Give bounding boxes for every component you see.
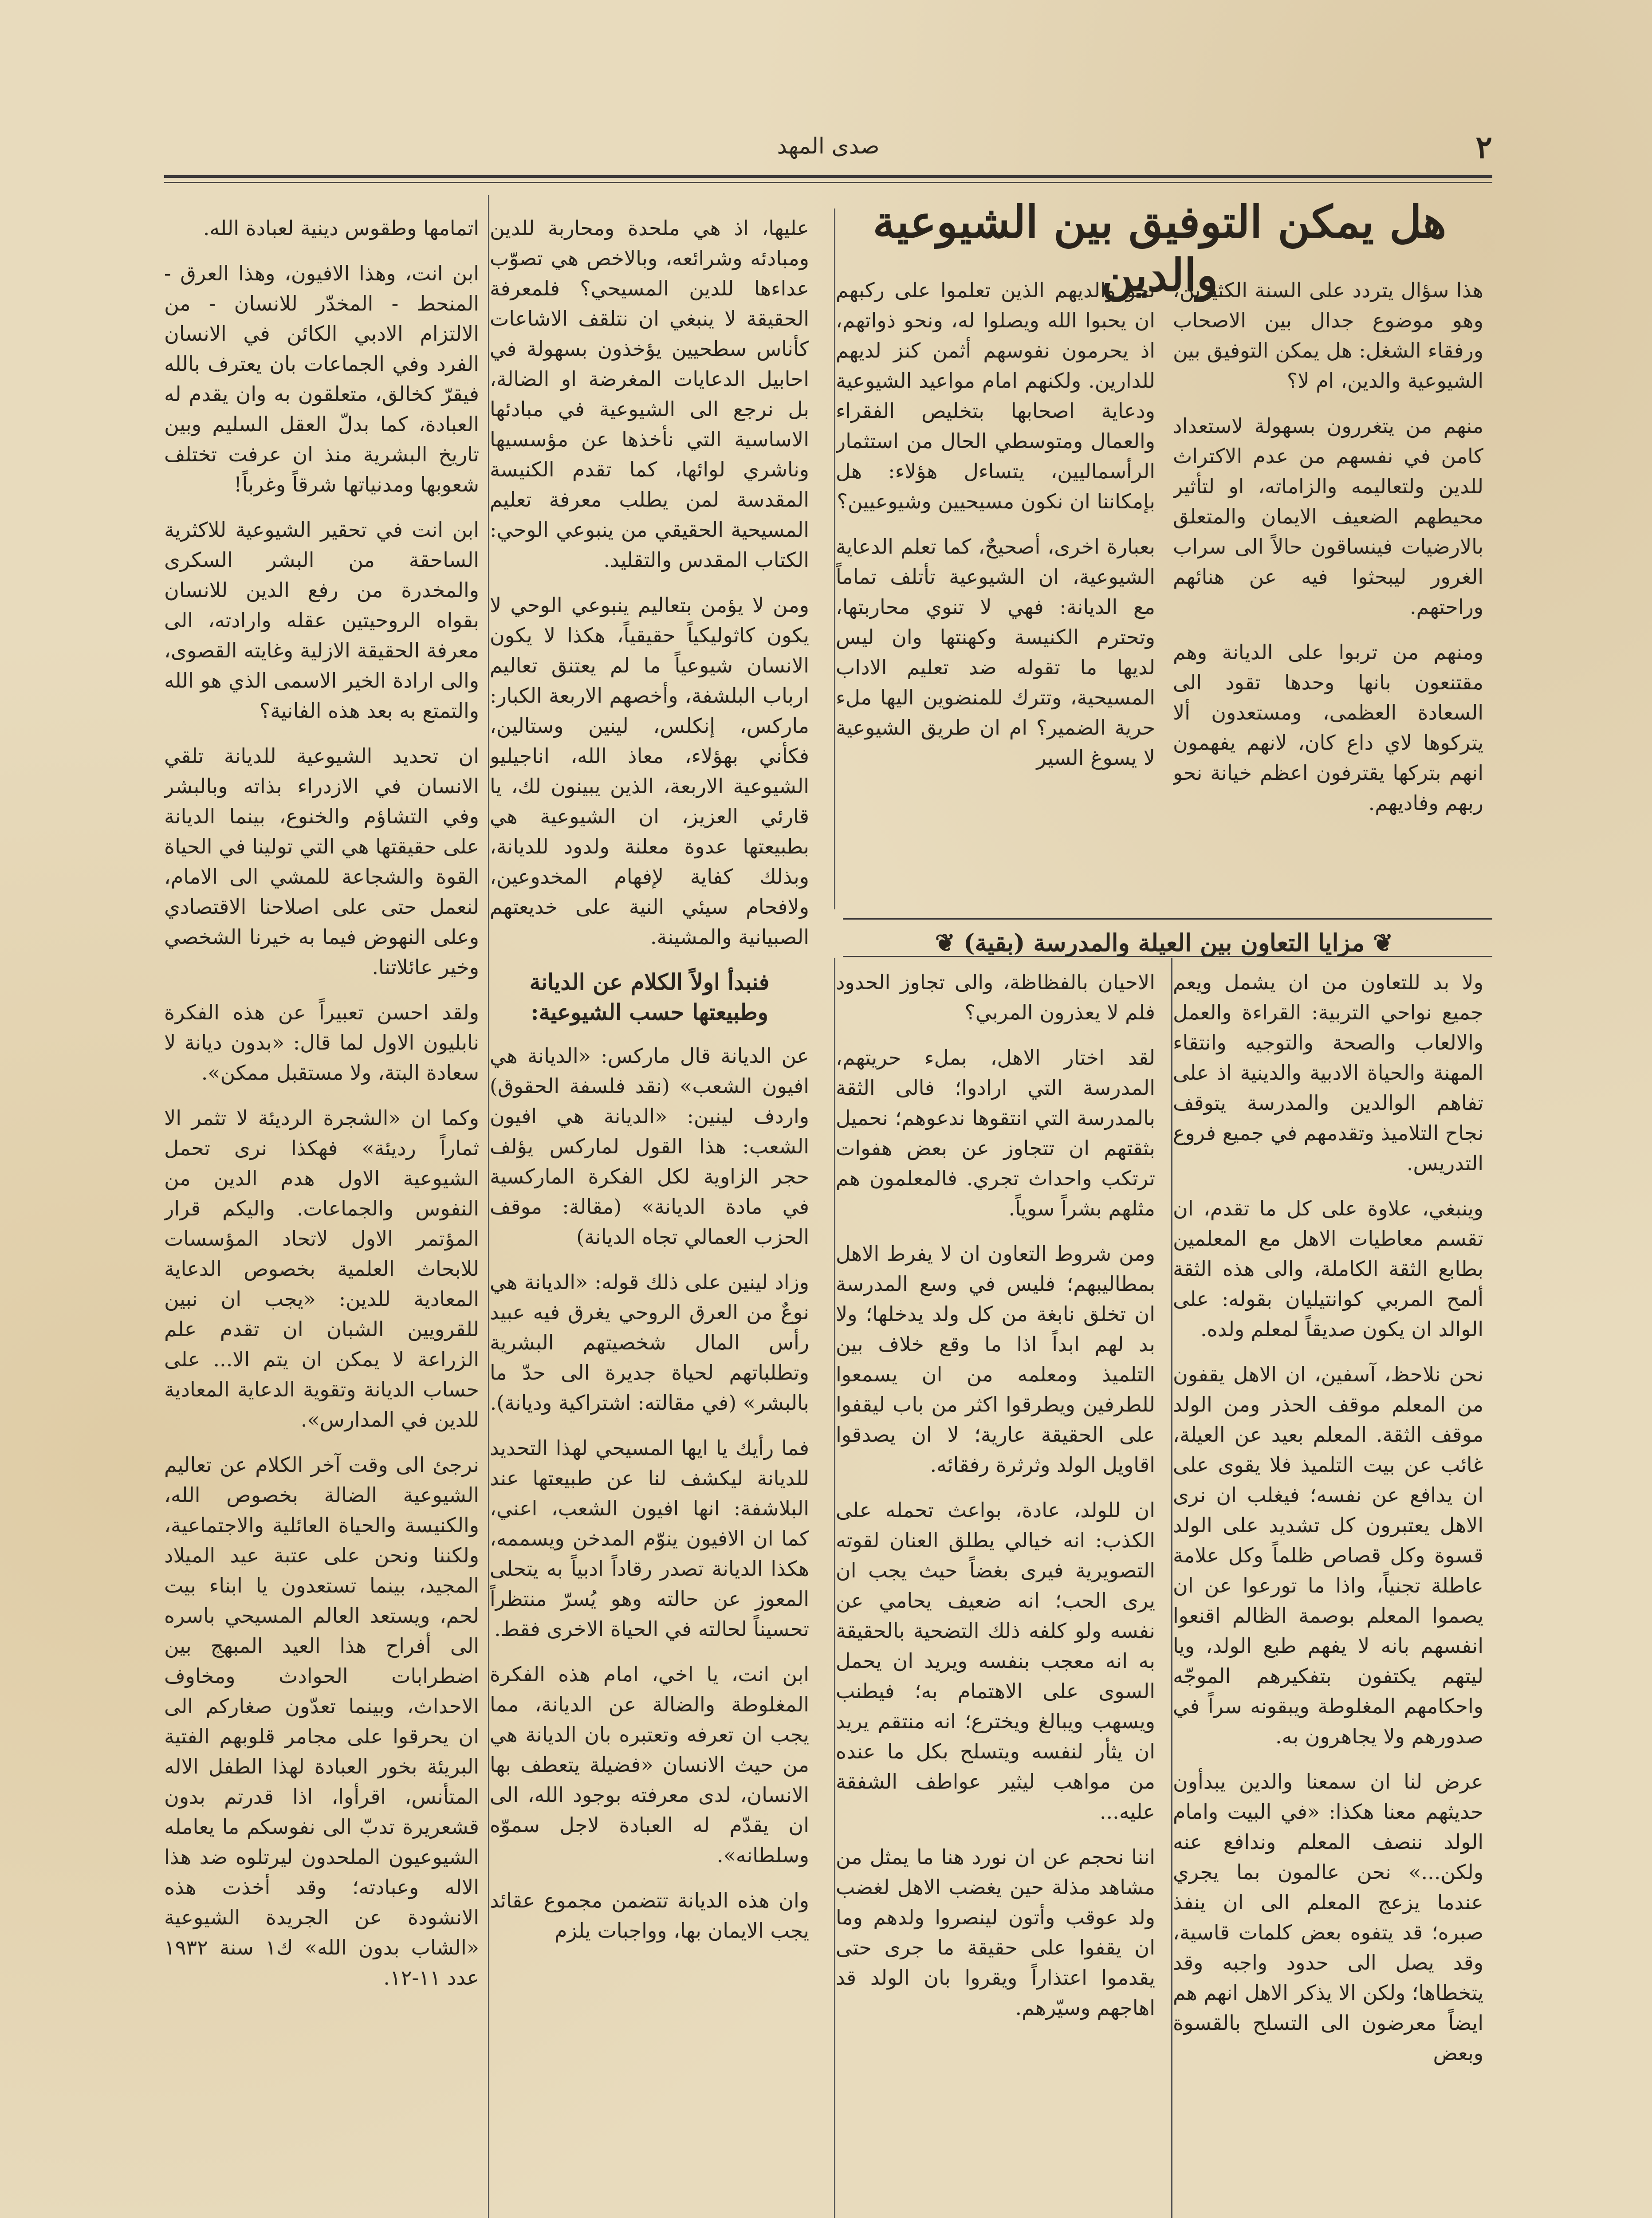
paragraph: منهم من يتغررون بسهولة لاستعداد كامن في نفسهم من عدم الاكتراث للدين ولتعاليمه والزاماته، او لتأثير محيطهم الضعيف الايمان والمتعلق بالارضيات فينساقون حالاً الى سراب الغرور ليبحثوا فيه عن هنائهم وراحتهم.	[1173, 414, 1483, 619]
paragraph: ابن انت، وهذا الافيون، وهذا العرق - المنحط - المخدّر للانسان - من الالتزام الادبي الكائن في الانسان الفرد وفي الجماعات بان يعترف بالله فيقرّ كخالق، متعلقون به وان يقدم له العبادة، كما بدلّ العقل السليم وبين تاريخ البشرية منذ ان عرفت تختلف شعوبها ومدنياتها شرقاً وغرباً!	[164, 261, 479, 496]
paragraph: ان تحديد الشيوعية للديانة تلقي الانسان في الازدراء بذاته وبالبشر وفي التشاؤم والخنوع، بينما الديانة على حقيقتها هي التي تولينا في الحياة القوة والشجاعة للمشي الى الامام، لنعمل حتى على اصلاحنا الاقتصادي وعلى النهوض فيما به خيرنا الشخصي وخير عائلاتنا.	[164, 744, 479, 979]
page-number: ٢	[1475, 129, 1492, 165]
article2-title-row	[845, 927, 1483, 957]
article1-column-middle	[836, 275, 1155, 923]
article2-title-suffix: (بقية)	[963, 928, 1025, 957]
paragraph: وان هذه الديانة تتضمن مجموع عقائد يجب الايمان بها، وواجبات يلزم	[490, 1888, 809, 1943]
page-header	[164, 120, 1492, 173]
paragraph: لقد اختار الاهل، بملء حريتهم، المدرسة التي ارادوا؛ فالى الثقة بالمدرسة التي انتقوها ندعوهم؛ نحميل بثقتهم ان تتجاوز عن بعض هفوات ترتكب واحداث تجري. فالمعلمون هم مثلهم بشراً سوياً.	[836, 1046, 1155, 1220]
paragraph: ولقد احسن تعبيراً عن هذه الفكرة نابليون الاول لما قال: «بدون ديانة لا سعادة البتة، ولا مستقبل ممكن».	[164, 1000, 479, 1085]
paragraph: نحو والديهم الذين تعلموا على ركبهم ان يحبوا الله ويصلوا له، ونحو ذواتهم، اذ يحرمون نفوسهم أثمن كنز لديهم للدارين. ولكنهم امام مواعيد الشيوعية ودعاية اصحابها بتخليص الفقراء والعمال ومتوسطي الحال من استثمار الرأسماليين، يتساءل هؤلاء: هل بإمكاننا ان نكون مسيحيين وشيوعيين؟	[836, 278, 1155, 513]
column-divider	[834, 958, 835, 2218]
header-rule	[164, 175, 1492, 178]
paragraph: وزاد لينين على ذلك قوله: «الديانة هي نوعٌ من العرق الروحي يغرق فيه عبيد رأس المال شخصيتهم البشرية وتطلباتهم لحياة جديرة الى حدّ ما بالبشر» (في مقالته: اشتراكية وديانة).	[490, 1270, 809, 1415]
paragraph: عن الديانة قال ماركس: «الديانة هي افيون الشعب» (نقد فلسفة الحقوق) واردف لينين: «الديانة هي افيون الشعب: هذا القول لماركس يؤلف حجر الزاوية لكل الفكرة الماركسية في مادة الديانة» (مقالة: موقف الحزب العمالي تجاه الديانة)	[490, 1044, 809, 1249]
article2-column-middle	[836, 967, 1155, 2218]
paragraph: اتمامها وطقوس دينية لعبادة الله.	[203, 216, 479, 240]
section-title: فنبدأ اولاً الكلام عن الديانة وطبيعتها حسب الشيوعية:	[529, 969, 770, 1025]
article1-column-far-left	[164, 213, 479, 2218]
paragraph: نرجئ الى وقت آخر الكلام عن تعاليم الشيوعية الضالة بخصوص الله، والكنيسة والحياة العائلية والاجتماعية، ولكننا ونحن على عتبة عيد الميلاد المجيد، بينما تستعدون يا ابناء بيت لحم، ويستعد العالم المسيحي باسره الى أفراح هذا العيد المبهج بين اضطرابات الحوادث ومخاوف الاحداث، وبينما تعدّون صغاركم الى ان يحرقوا على مجامر قلوبهم الفتية البريئة بخور العبادة لهذا الطفل الاله المتأنس، اقرأوا، اذا قدرتم بدون قشعريرة تدبّ الى نفوسكم ما يعامله الشيوعيون الملحدون ليرتلوه ضد هذا الاله وعبادته؛ وقد أخذت هذه الانشودة عن الجريدة الشيوعية «الشاب بدون الله» ك١ سنة ١٩٣٢ عدد ١١-١٢.	[164, 1453, 479, 1990]
paragraph: بعبارة اخرى، أصحيحٌ، كما تعلم الدعاية الشيوعية، ان الشيوعية تأتلف تماماً مع الديانة: فهي لا تنوي محاربتها، وتحترم الكنيسة وكهنتها وان ليس لديها ما تقوله ضد تعليم الاداب المسيحية، وتترك للمنضوين اليها ملء حرية الضمير؟ ام ان طريق الشيوعية لا يسوغ السير	[836, 535, 1155, 770]
newspaper-name: صدى المهد	[777, 133, 880, 159]
paragraph: ابن انت، يا اخي، امام هذه الفكرة المغلوطة والضالة عن الديانة، مما يجب ان تعرفه وتعتبره بان الديانة هي من حيث الانسان «فضيلة يتعطف بها الانسان، لدى معرفته بوجود الله، الى ان يقدّم له العبادة لاجل سموّه وسلطانه».	[490, 1662, 809, 1867]
article1-column-continuation	[490, 213, 809, 2218]
article-divider	[843, 956, 1492, 957]
paragraph: هذا سؤال يتردد على السنة الكثيرين، وهو موضوع جدال بين الاصحاب ورفقاء الشغل: هل يمكن التوفيق بين الشيوعية والدين، ام لا؟	[1173, 278, 1483, 393]
article1-column-right	[1173, 275, 1483, 923]
paragraph: فما رأيك يا ايها المسيحي لهذا التحديد للديانة ليكشف لنا عن طبيعتها عند البلاشفة: انها افيون الشعب، اعني، كما ان الافيون ينوّم المدخن ويسممه، هكذا الديانة تصدر رقاداً ادبياً به يتحلى المعوز عن حالته وهو يُسرّ منتظراً تحسيناً لحالته في الحياة الاخرى فقط.	[490, 1436, 809, 1641]
paragraph: ابن انت في تحقير الشيوعية للاكثرية الساحقة من البشر السكرى والمخدرة من رفع الدين للانسان بقواه الروحيتين عقله وارادته، الى معرفة الحقيقة الازلية وغايته القصوى، والى ارادة الخير الاسمى الذي هو الله والتمتع به بعد هذه الفانية؟	[164, 518, 479, 723]
article-title: هل يمكن التوفيق بين الشيوعية والدين	[873, 196, 1447, 301]
article-divider	[843, 918, 1492, 920]
paragraph: الاحيان بالفظاظة، والى تجاوز الحدود فلم لا يعذرون المربي؟	[836, 970, 1155, 1024]
column-divider	[1171, 958, 1172, 2218]
column-divider	[488, 195, 489, 2218]
paragraph: ومنهم من تربوا على الديانة وهم مقتنعون بانها وحدها تقود الى السعادة العظمى، ومستعدون ألا يتركوها لاي داع كان، لانهم يفهمون انهم بتركها يقترفون اعظم خيانة نحو ربهم وفاديهم.	[1173, 640, 1483, 815]
paragraph: وكما ان «الشجرة الرديئة لا تثمر الا ثماراً رديئة» فهكذا نرى تحمل الشيوعية الاول هدم الدين من النفوس والجماعات. واليكم قرار المؤتمر الاول لاتحاد المؤسسات للابحاث العلمية بخصوص الدعاية المعادية للدين: «يجب ان نبين للقرويين الشبان ان تقدم علم الزراعة لا يمكن ان يتم الا... على حساب الديانة وتقوية الدعاية المعادية للدين في المدارس».	[164, 1106, 479, 1431]
ornament-icon: ❦	[1373, 928, 1393, 957]
column-divider	[834, 208, 835, 909]
paragraph: عرض لنا ان سمعنا والدين يبدأون حديثهم معنا هكذا: «في البيت وامام الولد ننصف المعلم وندافع عنه ولكن...» نحن عالمون بما يجري عندما يزعج المعلم الى ان ينفذ صبره؛ قد يتفوه بعض كلمات قاسية، وقد يصل الى حدود واجبه وقد يتخطاها؛ ولكن الا يذكر الاهل انهم هم ايضاً معرضون الى التسلح بالقسوة وبعض	[1173, 1770, 1483, 2065]
paragraph: ومن لا يؤمن بتعاليم ينبوعي الوحي لا يكون كاثوليكياً حقيقياً، هكذا لا يكون الانسان شيوعياً ما لم يعتنق تعاليم ارباب البلشفة، وأخصهم الاربعة الكبار: ماركس، إنكلس، لينين وستالين، فكأني بهؤلاء، معاذ الله، اناجيليو الشيوعية الاربعة، الذين يبينون لك، يا قارئي العزيز، ان الشيوعية هي بطبيعتها عدوة معلنة ولدود للديانة، وبذلك كفاية لإفهام المخدوعين، ولافحام سيئي النية على خديعتهم الصبيانية والمشينة.	[490, 593, 809, 949]
paragraph: اننا نحجم عن ان نورد هنا ما يمثل من مشاهد مذلة حين يغضب الاهل لغضب ولد عوقب وأتون لينصروا ولدهم وما ان يقفوا على حقيقة ما جرى حتى يقدموا اعتذاراً ويقروا بان الولد قد اهاجهم وسيّرهم.	[836, 1845, 1155, 2020]
paragraph: وينبغي، علاوة على كل ما تقدم، ان تقسم معاطيات الاهل مع المعلمين بطابع الثقة الكاملة، والى هذه الثقة ألمح المربي كوانتيليان بقوله: على الوالد ان يكون صديقاً لمعلم ولده.	[1173, 1196, 1483, 1341]
paragraph: نحن نلاحظ، آسفين، ان الاهل يقفون من المعلم موقف الحذر ومن الولد موقف الثقة. المعلم بعيد عن العيلة، غائب عن بيت التلميذ فلا يقوى على ان يدافع عن نفسه؛ فيغلب ان نرى الاهل يعتبرون كل تشديد على الولد قسوة وكل قصاص ظلماً وكل علامة عاطلة تجنياً، واذا ما تورعوا عن ان يصموا المعلم بوصمة الظالم اقنعوا انفسهم بانه لا يفهم طبع الولد، ويا ليتهم يكتفون بتفكيرهم الموجّه واحكامهم المغلوطة ويبقونه سراً في صدورهم ولا يجاهرون به.	[1173, 1362, 1483, 1748]
article2-column-right	[1173, 967, 1483, 2218]
article2-title: مزايا التعاون بين العيلة والمدرسة	[1033, 928, 1365, 957]
header-rule-thin	[164, 182, 1492, 183]
paragraph: ومن شروط التعاون ان لا يفرط الاهل بمطاليبهم؛ فليس في وسع المدرسة ان تخلق نابغة من كل ولد يدخلها؛ ولا بد لهم ابداً اذا ما وقع خلاف بين التلميذ ومعلمه من ان يسمعوا للطرفين ويطرقوا اكثر من باب ليقفوا على الحقيقة عارية؛ لا ان يصدقوا اقاويل الولد وثرثرة رفقائه.	[836, 1242, 1155, 1477]
ornament-icon: ❦	[935, 928, 956, 957]
paragraph: عليها، اذ هي ملحدة ومحاربة للدين ومبادئه وشرائعه، وبالاخص هي تصوّب عداءها للدين المسيحي؟ فلمعرفة الحقيقة لا ينبغي ان نتلقف الاشاعات كأناس سطحيين يؤخذون بسهولة في احابيل الدعايات المغرضة او الضالة، بل نرجع الى الشيوعية في مبادئها الاساسية التي نأخذها عن مؤسسيها وناشري لوائها، كما تقدم الكنيسة المقدسة لمن يطلب معرفة تعليم المسيحية الحقيقي من ينبوعي الوحي: الكتاب المقدس والتقليد.	[490, 216, 809, 572]
paragraph: ولا بد للتعاون من ان يشمل ويعم جميع نواحي التربية: القراءة والعمل والالعاب والصحة والتوجيه وانتقاء المهنة والحياة الادبية والدينية اذ على تفاهم الوالدين والمدرسة يتوقف نجاح التلاميذ وتقدمهم في جميع فروع التدريس.	[1173, 970, 1483, 1175]
paragraph: ان للولد، عادة، بواعث تحمله على الكذب: انه خيالي يطلق العنان لقوته التصويرية فيرى بغضاً حيث يجب ان يرى الحب؛ انه ضعيف يحامي عن نفسه ولو كلفه ذلك التضحية بالحقيقة به انه معجب بنفسه ويريد ان يحمل السوى على الاهتمام به؛ فيطنب ويسهب ويبالغ ويخترع؛ انه منتقم يريد ان يثأر لنفسه ويتسلح بكل ما عنده من مواهب ليثير عواطف الشفقة عليه...	[836, 1498, 1155, 1824]
